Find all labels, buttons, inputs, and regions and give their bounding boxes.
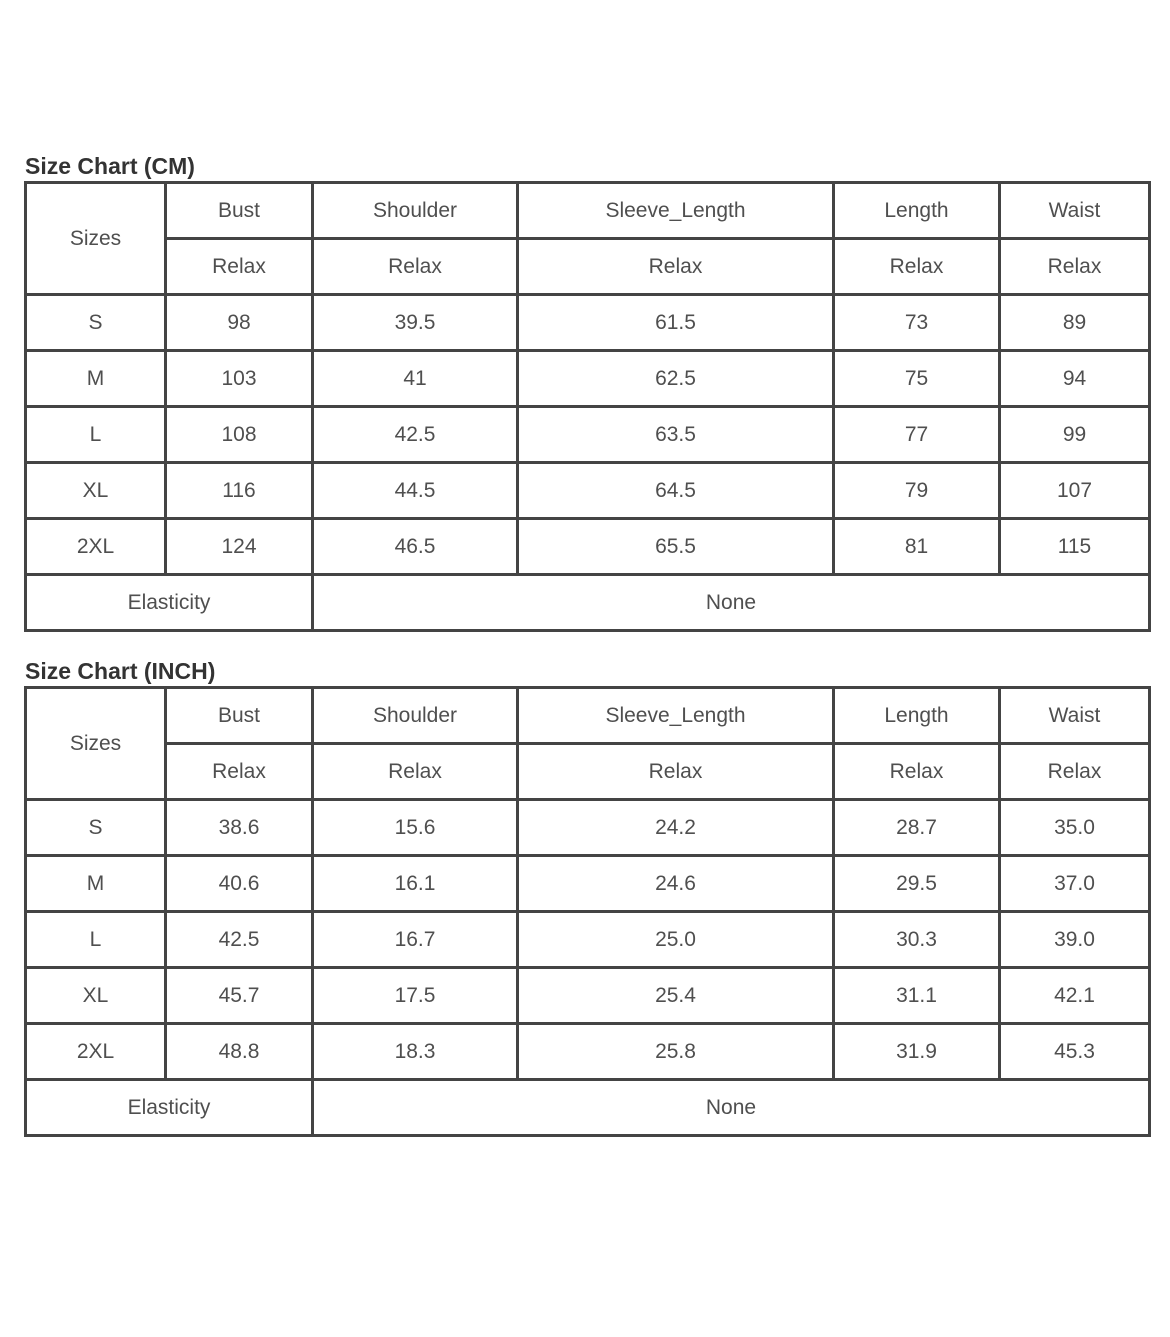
sleeve-length-value: 25.4	[518, 968, 834, 1024]
waist-value: 99	[1000, 407, 1150, 463]
header-row	[26, 688, 1150, 744]
length-value: 77	[834, 407, 1000, 463]
size-label: L	[26, 407, 166, 463]
column-header-shoulder: Shoulder	[313, 688, 518, 744]
subheader-bust: Relax	[166, 744, 313, 800]
length-value: 30.3	[834, 912, 1000, 968]
sleeve-length-value: 63.5	[518, 407, 834, 463]
table-row	[26, 295, 1150, 351]
size-label: 2XL	[26, 519, 166, 575]
length-value: 31.9	[834, 1024, 1000, 1080]
subheader-waist: Relax	[1000, 744, 1150, 800]
shoulder-value: 17.5	[313, 968, 518, 1024]
bust-value: 42.5	[166, 912, 313, 968]
table-row	[26, 1024, 1150, 1080]
waist-value: 39.0	[1000, 912, 1150, 968]
table-row	[26, 856, 1150, 912]
column-header-shoulder: Shoulder	[313, 183, 518, 239]
subheader-bust: Relax	[166, 239, 313, 295]
subheader-shoulder: Relax	[313, 744, 518, 800]
column-header-waist: Waist	[1000, 183, 1150, 239]
waist-value: 115	[1000, 519, 1150, 575]
size-label: S	[26, 295, 166, 351]
sleeve-length-value: 65.5	[518, 519, 834, 575]
column-header-bust: Bust	[166, 688, 313, 744]
size-label: 2XL	[26, 1024, 166, 1080]
sleeve-length-value: 24.2	[518, 800, 834, 856]
shoulder-value: 46.5	[313, 519, 518, 575]
waist-value: 42.1	[1000, 968, 1150, 1024]
table-row	[26, 912, 1150, 968]
sleeve-length-value: 25.8	[518, 1024, 834, 1080]
table-row	[26, 407, 1150, 463]
sleeve-length-value: 61.5	[518, 295, 834, 351]
waist-value: 89	[1000, 295, 1150, 351]
length-value: 79	[834, 463, 1000, 519]
waist-value: 107	[1000, 463, 1150, 519]
subheader-shoulder: Relax	[313, 239, 518, 295]
size-chart-cm-title: Size Chart (CM)	[25, 153, 195, 179]
shoulder-value: 15.6	[313, 800, 518, 856]
elasticity-value: None	[313, 1080, 1150, 1136]
column-header-length: Length	[834, 183, 1000, 239]
subheader-sleeve-length: Relax	[518, 744, 834, 800]
shoulder-value: 16.1	[313, 856, 518, 912]
column-header-bust: Bust	[166, 183, 313, 239]
bust-value: 124	[166, 519, 313, 575]
elasticity-value: None	[313, 575, 1150, 631]
length-value: 73	[834, 295, 1000, 351]
column-header-waist: Waist	[1000, 688, 1150, 744]
bust-value: 103	[166, 351, 313, 407]
sizes-header: Sizes	[26, 688, 166, 800]
bust-value: 108	[166, 407, 313, 463]
table-row	[26, 519, 1150, 575]
size-chart-cm-table	[24, 181, 1151, 632]
elasticity-label: Elasticity	[26, 1080, 313, 1136]
sleeve-length-value: 62.5	[518, 351, 834, 407]
waist-value: 45.3	[1000, 1024, 1150, 1080]
waist-value: 37.0	[1000, 856, 1150, 912]
bust-value: 98	[166, 295, 313, 351]
shoulder-value: 44.5	[313, 463, 518, 519]
length-value: 75	[834, 351, 1000, 407]
sleeve-length-value: 25.0	[518, 912, 834, 968]
size-label: XL	[26, 968, 166, 1024]
length-value: 31.1	[834, 968, 1000, 1024]
header-row	[26, 183, 1150, 239]
waist-value: 35.0	[1000, 800, 1150, 856]
table-row	[26, 351, 1150, 407]
sizes-header: Sizes	[26, 183, 166, 295]
elasticity-row	[26, 1080, 1150, 1136]
size-label: M	[26, 351, 166, 407]
size-label: L	[26, 912, 166, 968]
elasticity-row	[26, 575, 1150, 631]
bust-value: 45.7	[166, 968, 313, 1024]
table-row	[26, 968, 1150, 1024]
bust-value: 116	[166, 463, 313, 519]
column-header-sleeve-length: Sleeve_Length	[518, 183, 834, 239]
size-label: XL	[26, 463, 166, 519]
shoulder-value: 18.3	[313, 1024, 518, 1080]
shoulder-value: 42.5	[313, 407, 518, 463]
shoulder-value: 16.7	[313, 912, 518, 968]
shoulder-value: 39.5	[313, 295, 518, 351]
shoulder-value: 41	[313, 351, 518, 407]
size-label: M	[26, 856, 166, 912]
bust-value: 40.6	[166, 856, 313, 912]
subheader-row	[26, 744, 1150, 800]
subheader-length: Relax	[834, 744, 1000, 800]
size-chart-inch-title: Size Chart (INCH)	[25, 658, 216, 684]
table-row	[26, 800, 1150, 856]
length-value: 28.7	[834, 800, 1000, 856]
sleeve-length-value: 64.5	[518, 463, 834, 519]
elasticity-label: Elasticity	[26, 575, 313, 631]
length-value: 29.5	[834, 856, 1000, 912]
sleeve-length-value: 24.6	[518, 856, 834, 912]
table-row	[26, 463, 1150, 519]
column-header-length: Length	[834, 688, 1000, 744]
bust-value: 48.8	[166, 1024, 313, 1080]
subheader-waist: Relax	[1000, 239, 1150, 295]
subheader-length: Relax	[834, 239, 1000, 295]
subheader-sleeve-length: Relax	[518, 239, 834, 295]
column-header-sleeve-length: Sleeve_Length	[518, 688, 834, 744]
size-label: S	[26, 800, 166, 856]
waist-value: 94	[1000, 351, 1150, 407]
size-chart-inch-table	[24, 686, 1151, 1137]
subheader-row	[26, 239, 1150, 295]
bust-value: 38.6	[166, 800, 313, 856]
length-value: 81	[834, 519, 1000, 575]
